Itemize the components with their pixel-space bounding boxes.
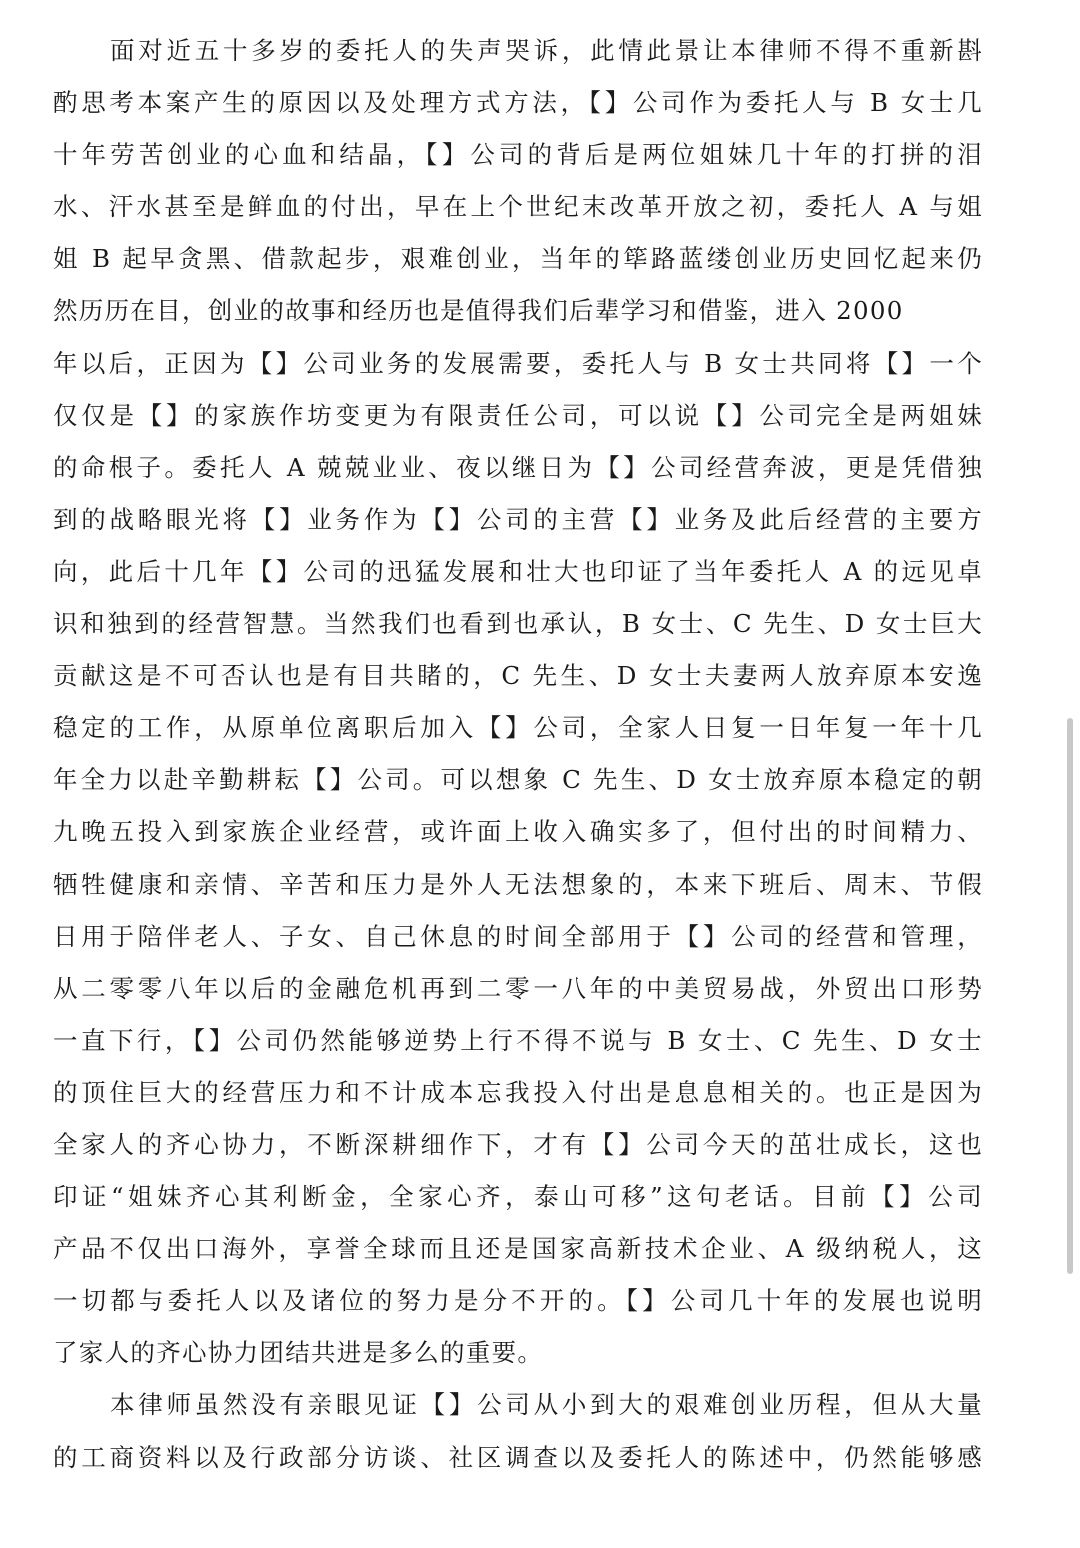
text-line: 仅仅是【】的家族作坊变更为有限责任公司，可以说【】公司完全是两姐妹	[53, 400, 983, 430]
text-line: 酌思考本案产生的原因以及处理方式方法，【】公司作为委托人与 B 女士几	[53, 88, 983, 118]
text-line: 稳定的工作，从原单位离职后加入【】公司，全家人日复一日年复一年十几	[53, 713, 983, 743]
text-line: 产品不仅出口海外，享誉全球而且还是国家高新技术企业、A 级纳税人，这	[53, 1234, 983, 1264]
text-line: 一直下行，【】公司仍然能够逆势上行不得不说与 B 女士、C 先生、D 女士	[53, 1025, 983, 1055]
text-line: 然历历在目，创业的故事和经历也是值得我们后辈学习和借鉴，进入 2000	[53, 296, 904, 326]
scrollbar-thumb[interactable]	[1067, 718, 1073, 1274]
text-line: 十年劳苦创业的心血和结晶，【】公司的背后是两位姐妹几十年的打拼的泪	[53, 140, 983, 170]
document-body	[53, 25, 983, 1484]
text-line: 的工商资料以及行政部分访谈、社区调查以及委托人的陈述中，仍然能够感	[53, 1442, 983, 1472]
paragraph-1	[53, 25, 983, 1379]
text-line: 的命根子。委托人 A 兢兢业业、夜以继日为【】公司经营奔波，更是凭借独	[53, 452, 983, 482]
text-line: 牺牲健康和亲情、辛苦和压力是外人无法想象的，本来下班后、周末、节假	[53, 869, 983, 899]
text-line: 从二零零八年以后的金融危机再到二零一八年的中美贸易战，外贸出口形势	[53, 973, 983, 1003]
text-line: 一切都与委托人以及诸位的努力是分不开的。【】公司几十年的发展也说明	[53, 1286, 983, 1316]
text-line: 本律师虽然没有亲眼见证【】公司从小到大的艰难创业历程，但从大量	[110, 1390, 983, 1420]
text-line: 九晚五投入到家族企业经营，或许面上收入确实多了，但付出的时间精力、	[53, 817, 983, 847]
text-line: 年以后，正因为【】公司业务的发展需要，委托人与 B 女士共同将【】一个	[53, 348, 983, 378]
text-line: 到的战略眼光将【】业务作为【】公司的主营【】业务及此后经营的主要方	[53, 504, 983, 534]
text-line: 面对近五十多岁的委托人的失声哭诉，此情此景让本律师不得不重新斟	[110, 36, 983, 65]
text-line: 水、汗水甚至是鲜血的付出，早在上个世纪末改革开放之初，委托人 A 与姐	[53, 192, 983, 222]
vertical-scrollbar[interactable]	[1066, 0, 1074, 1548]
paragraph-2	[53, 1379, 983, 1483]
text-line: 年全力以赴辛勤耕耘【】公司。可以想象 C 先生、D 女士放弃原本稳定的朝	[53, 765, 983, 795]
text-line: 的顶住巨大的经营压力和不计成本忘我投入付出是息息相关的。也正是因为	[53, 1077, 983, 1107]
text-line: 了家人的齐心协力团结共进是多么的重要。	[53, 1338, 544, 1368]
text-line: 识和独到的经营智慧。当然我们也看到也承认，B 女士、C 先生、D 女士巨大	[53, 609, 983, 639]
text-line: 向，此后十几年【】公司的迅猛发展和壮大也印证了当年委托人 A 的远见卓	[53, 556, 983, 586]
text-line: 日用于陪伴老人、子女、自己休息的时间全部用于【】公司的经营和管理，	[53, 921, 983, 951]
text-line: 姐 B 起早贪黑、借款起步，艰难创业，当年的筚路蓝缕创业历史回忆起来仍	[53, 244, 983, 274]
text-line: 全家人的齐心协力，不断深耕细作下，才有【】公司今天的茁壮成长，这也	[53, 1129, 983, 1159]
text-line: 贡献这是不可否认也是有目共睹的，C 先生、D 女士夫妻两人放弃原本安逸	[53, 661, 983, 691]
text-line: 印证“姐妹齐心其利断金，全家心齐，泰山可移”这句老话。目前【】公司	[53, 1182, 983, 1212]
